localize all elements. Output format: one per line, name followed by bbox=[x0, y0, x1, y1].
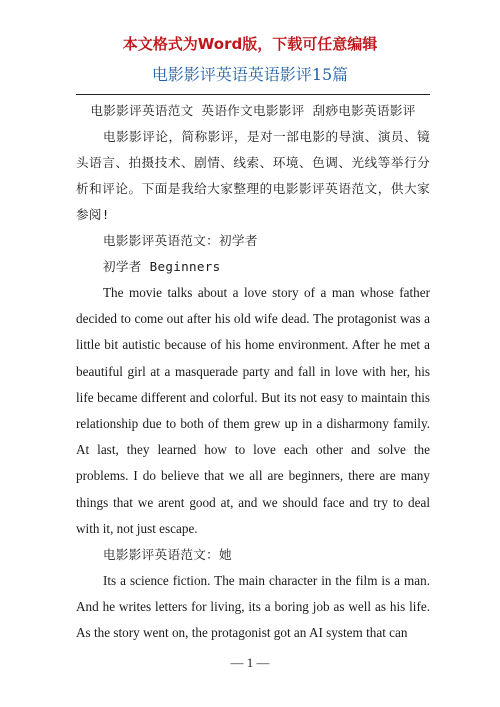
page-number: — 1 — bbox=[230, 655, 270, 670]
document-title: 电影影评英语英语影评15篇 bbox=[151, 65, 349, 84]
word-format-banner: 本文格式为Word版，下载可任意编辑 bbox=[122, 35, 378, 53]
section-heading-her: 电影影评英语范文：她 bbox=[103, 547, 232, 563]
review-paragraph-her: Its a science fiction. The main character in the film is a man. And he writes letters for living, its a boring job as well as his life. As the story went on, the protagonist got an AI system that can bbox=[76, 573, 430, 641]
review-paragraph-beginners: The movie talks about a love story of a man whose father decided to come out after his old wife dead. The protagonist was a little bit autistic because of his home environment. After he met a beautiful girl at a masquerade party and fall in love with her, his life became different and colorful. But its not easy to maintain this relationship due to both of them grew up in a disharmony family. At last, they learned how to love each other and solve the problems. I do believe that we all are beginners, there are many things that we arent good at, and we should face and try to deal with it, not just escape. bbox=[76, 285, 430, 536]
document-body bbox=[76, 98, 430, 647]
keywords-line: 电影影评英语范文 英语作文电影影评 刮痧电影英语影评 bbox=[90, 103, 416, 118]
section-heading-beginners: 电影影评英语范文：初学者 bbox=[103, 233, 258, 248]
movie-title-beginners: 初学者 Beginners bbox=[103, 259, 221, 274]
intro-paragraph: 电影影评论，简称影评，是对一部电影的导演、演员、镜头语言、拍摄技术、剧情、线索、环境、色调、光线等举行分析和评论。下面是我给大家整理的电影影评英语范文，供大家参阅! bbox=[76, 129, 430, 222]
title-divider bbox=[76, 94, 430, 95]
